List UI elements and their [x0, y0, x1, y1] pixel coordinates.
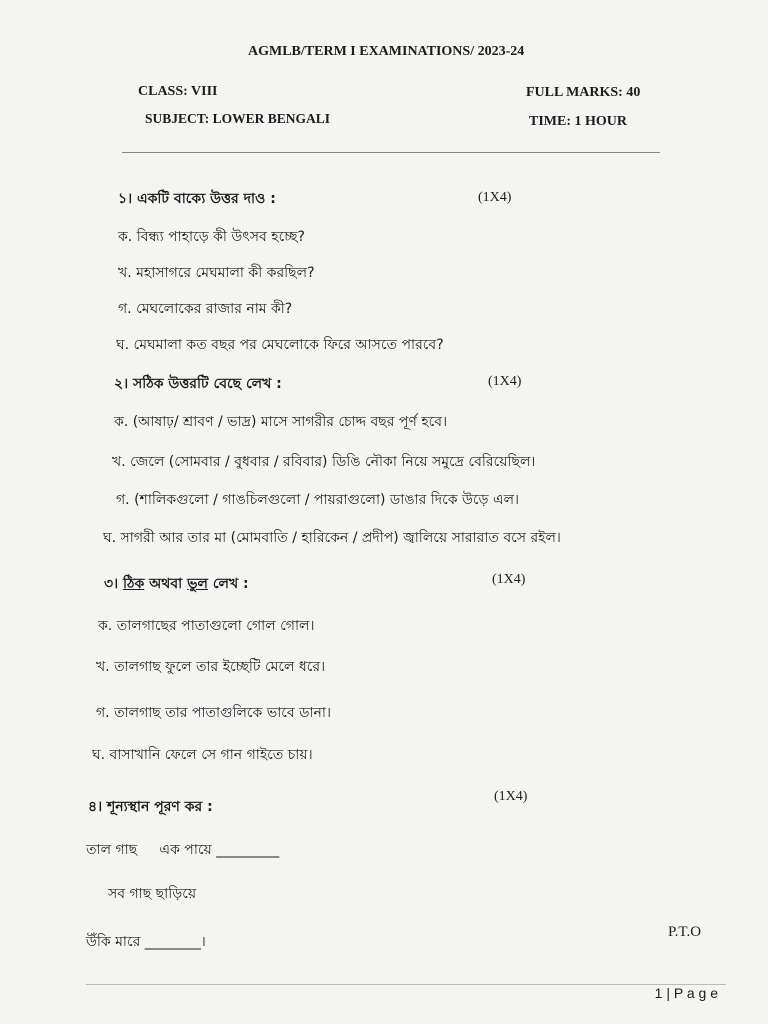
q1-item-b: খ. মহাসাগরে মেঘমালা কী করছিল?	[118, 265, 315, 281]
q2-item-d: ঘ. সাগরী আর তার মা (মোমবাতি / হারিকেন / প্রদীপ) জ্বালিয়ে সারারাত বসে রইল।	[103, 530, 561, 546]
q1-marks: (1X4)	[478, 190, 512, 205]
exam-title: AGMLB/TERM I EXAMINATIONS/ 2023-24	[248, 44, 525, 59]
q3-word-or: অথবা	[144, 576, 188, 592]
full-marks-label: FULL MARKS: 40	[526, 85, 641, 100]
q3-item-c: গ. তালগাছ তার পাতাগুলিকে ভাবে ডানা।	[96, 705, 331, 721]
q3-item-a: ক. তালগাছের পাতাগুলো গোল গোল।	[98, 618, 315, 634]
q4-line-2: সব গাছ ছাড়িয়ে	[108, 886, 197, 902]
footer-divider	[86, 984, 726, 985]
q4-line-3: উঁকি মারে ________।	[86, 934, 206, 950]
q2-item-a: ক. (আষাঢ়/ শ্রাবণ / ভাদ্র) মাসে সাগরীর চোদ্দ বছর পূর্ণ হবে।	[114, 414, 448, 430]
q2-item-c: গ. (শালিকগুলো / গাঙচিলগুলো / পায়রাগুলো) ডাঙার দিকে উড়ে এল।	[116, 492, 520, 508]
q3-word-right: ঠিক	[122, 576, 145, 592]
q1-item-a: ক. বিন্ধ্য পাহাড়ে কী উৎসব হচ্ছে?	[118, 229, 305, 245]
q3-item-d: ঘ. বাসাখানি ফেলে সে গান গাইতে চায়।	[92, 747, 313, 763]
subject-label: SUBJECT: LOWER BENGALI	[145, 111, 331, 126]
q2-heading: ২। সঠিক উত্তরটি বেছে লেখ :	[114, 376, 282, 392]
q3-word-wrong: ভুল	[187, 576, 208, 592]
q4-heading: ৪। শূন্যস্থান পূরণ কর :	[88, 799, 213, 815]
time-label: TIME: 1 HOUR	[529, 114, 627, 129]
q3-heading	[104, 572, 249, 596]
header-divider	[122, 152, 660, 153]
q2-marks: (1X4)	[488, 374, 522, 389]
q1-item-d: ঘ. মেঘমালা কত বছর পর মেঘলোকে ফিরে আসতে পারবে?	[116, 337, 444, 353]
q2-item-b: খ. জেলে (সোমবার / বুধবার / রবিবার) ডিঙি নৌকা নিয়ে সমুদ্রে বেরিয়েছিল।	[112, 454, 536, 470]
q3-item-b: খ. তালগাছ ফুলে তার ইচ্ছেটি মেলে ধরে।	[96, 659, 326, 675]
q4-marks: (1X4)	[494, 789, 528, 804]
class-label: CLASS: VIII	[138, 84, 218, 99]
q3-number: ৩।	[104, 576, 123, 592]
q3-word-write: লেখ :	[207, 576, 249, 592]
q4-line-1: তাল গাছ এক পায়ে _________	[86, 842, 280, 858]
page-number: 1 | P a g e	[654, 985, 718, 1001]
q1-heading: ১। একটি বাক্যে উত্তর দাও :	[118, 191, 276, 207]
q3-marks: (1X4)	[492, 572, 526, 587]
pto-label: P.T.O	[668, 924, 702, 940]
q1-item-c: গ. মেঘলোকের রাজার নাম কী?	[118, 301, 293, 317]
